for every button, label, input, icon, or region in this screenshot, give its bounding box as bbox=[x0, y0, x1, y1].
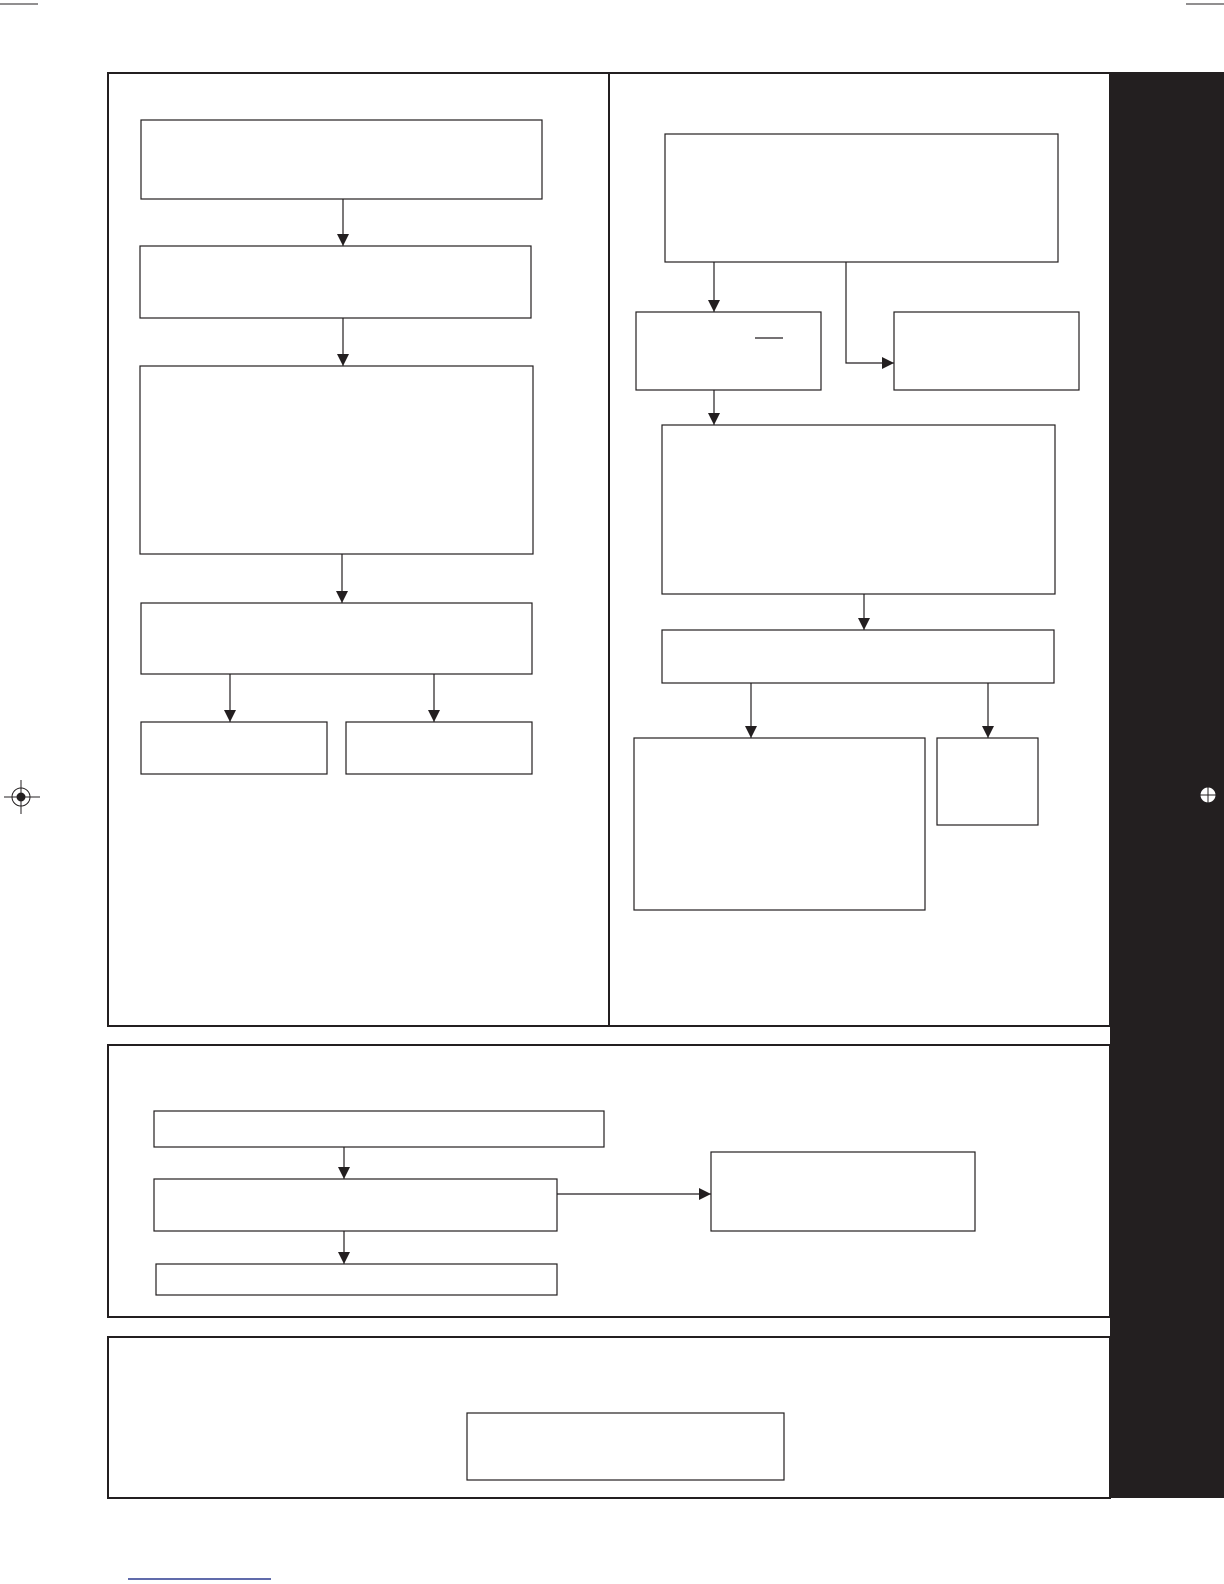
left-box-1 bbox=[141, 120, 542, 199]
flowchart-bottom bbox=[467, 1413, 784, 1480]
registration-mark-icon bbox=[4, 780, 40, 814]
right-box-2 bbox=[636, 312, 821, 390]
right-box-1 bbox=[665, 134, 1058, 262]
right-box-3 bbox=[894, 312, 1079, 390]
left-box-4 bbox=[141, 603, 532, 674]
bottom-panel bbox=[108, 1337, 1110, 1498]
panel-frames bbox=[108, 73, 1110, 1498]
middle-box-1 bbox=[154, 1111, 604, 1147]
middle-box-4 bbox=[711, 1152, 975, 1231]
middle-box-3 bbox=[156, 1264, 557, 1295]
right-sidebar bbox=[1110, 72, 1224, 1498]
left-box-6 bbox=[346, 722, 532, 774]
top-right-panel bbox=[609, 73, 1110, 1026]
left-box-2 bbox=[140, 246, 531, 318]
right-arrow-2 bbox=[846, 262, 894, 363]
right-box-7 bbox=[937, 738, 1038, 825]
bottom-box-1 bbox=[467, 1413, 784, 1480]
flowchart-right bbox=[634, 134, 1079, 910]
middle-panel bbox=[108, 1045, 1110, 1317]
right-box-6 bbox=[634, 738, 925, 910]
top-left-panel bbox=[108, 73, 609, 1026]
flowchart-middle bbox=[154, 1111, 975, 1295]
middle-box-2 bbox=[154, 1179, 557, 1231]
right-box-5 bbox=[662, 630, 1054, 683]
flowchart-left bbox=[140, 120, 542, 774]
right-box-4 bbox=[662, 425, 1055, 594]
left-box-5 bbox=[141, 722, 327, 774]
left-box-3 bbox=[140, 366, 533, 554]
